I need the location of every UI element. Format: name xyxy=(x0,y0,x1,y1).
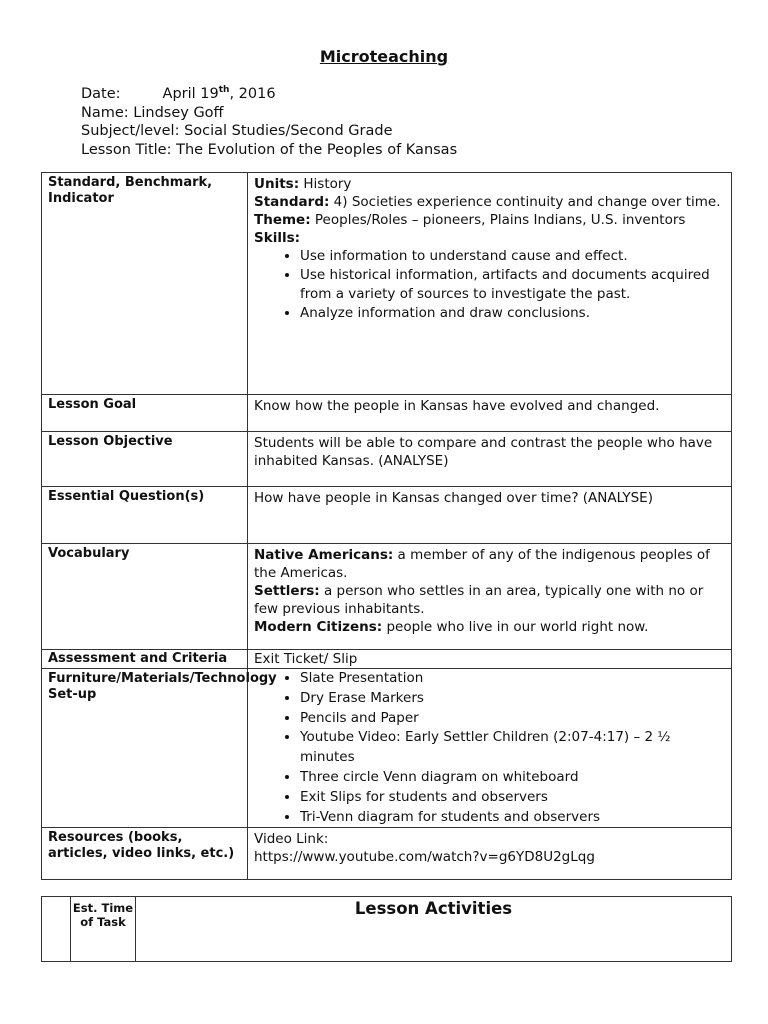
assessment-row xyxy=(42,650,732,669)
essential-question-value: How have people in Kansas changed over time? (ANALYSE) xyxy=(248,487,732,544)
resources-content xyxy=(248,828,732,880)
vocabulary-content xyxy=(248,544,732,650)
lesson-activities-table xyxy=(41,896,732,962)
objective-row xyxy=(42,432,732,487)
subject-level: Subject/level: Social Studies/Second Grade xyxy=(81,123,393,139)
list-item: • Use information to understand cause and effect. xyxy=(300,247,726,266)
vocabulary-term: Modern Citizens: people who live in our world right now. xyxy=(254,619,649,635)
list-item: • Exit Slips for students and observers xyxy=(300,788,726,808)
materials-label: Furniture/Materials/Technology Set-up xyxy=(42,669,248,828)
resources-label: Resources (books, articles, video links, etc.) xyxy=(42,828,248,880)
vocabulary-term: Settlers: a person who settles in an area, typically one with no or few previous inhabitants. xyxy=(254,583,704,617)
list-item: • Tri-Venn diagram for students and observers xyxy=(300,808,726,828)
lesson-title: Lesson Title: The Evolution of the Peoples of Kansas xyxy=(81,141,458,158)
lesson-activities-title: Lesson Activities xyxy=(136,897,732,962)
skills-list xyxy=(254,247,726,323)
document-title: Microteaching xyxy=(319,47,449,66)
objective-label: Lesson Objective xyxy=(42,432,248,487)
standard-row xyxy=(42,173,732,395)
est-time-header: Est. Time of Task xyxy=(71,897,136,962)
date-value: April 19th, 2016 xyxy=(162,85,276,102)
objective-value: Students will be able to compare and contrast the people who have inhabited Kansas. (ANALYSE) xyxy=(248,432,732,487)
list-item: • Pencils and Paper xyxy=(300,709,726,729)
goal-row xyxy=(42,395,732,432)
date-line xyxy=(81,85,457,104)
goal-value: Know how the people in Kansas have evolved and changed. xyxy=(248,395,732,432)
video-link-label: Video Link: xyxy=(254,831,329,848)
essential-question-label: Essential Question(s) xyxy=(42,487,248,544)
teacher-name: Name: Lindsey Goff xyxy=(81,104,224,121)
lesson-plan-table xyxy=(41,172,732,880)
list-item: • Youtube Video: Early Settler Children (2:07-4:17) – 2 ½ minutes xyxy=(300,728,726,768)
list-item: • Dry Erase Markers xyxy=(300,689,726,709)
goal-label: Lesson Goal xyxy=(42,395,248,432)
list-item: • Slate Presentation xyxy=(300,669,726,689)
lesson-header xyxy=(81,85,457,159)
vocabulary-row xyxy=(42,544,732,650)
list-item: • Use historical information, artifacts and documents acquired from a variety of sources to investigate the past. xyxy=(300,266,726,304)
standard-label: Standard, Benchmark, Indicator xyxy=(42,173,248,395)
standard-content: Units: History Standard: 4) Societies experience continuity and change over time. Theme: Peoples/Roles – pioneers, Plains Indians, U.S. inventors Skills: • Use information to understand cause and effect. • Use historical information, artifacts and documents acquired from a variety of sources to investigate the past. • Analyze information and draw conclusions. xyxy=(248,173,732,395)
list-item: • Analyze information and draw conclusions. xyxy=(300,304,726,323)
vocabulary-term: Native Americans: a member of any of the indigenous peoples of the Americas. xyxy=(254,547,710,581)
list-item: • Three circle Venn diagram on whiteboard xyxy=(300,768,726,788)
materials-content xyxy=(248,669,732,828)
resources-row xyxy=(42,828,732,880)
activities-blank-cell xyxy=(42,897,71,962)
video-link-url[interactable]: https://www.youtube.com/watch?v=g6YD8U2gLqg xyxy=(254,849,595,866)
materials-row xyxy=(42,669,732,828)
assessment-value: Exit Ticket/ Slip xyxy=(248,650,732,669)
activities-header-row xyxy=(42,897,732,962)
essential-question-row xyxy=(42,487,732,544)
assessment-label: Assessment and Criteria xyxy=(42,650,248,669)
vocabulary-label: Vocabulary xyxy=(42,544,248,650)
materials-list xyxy=(254,669,726,827)
date-label: Date: xyxy=(81,86,121,102)
